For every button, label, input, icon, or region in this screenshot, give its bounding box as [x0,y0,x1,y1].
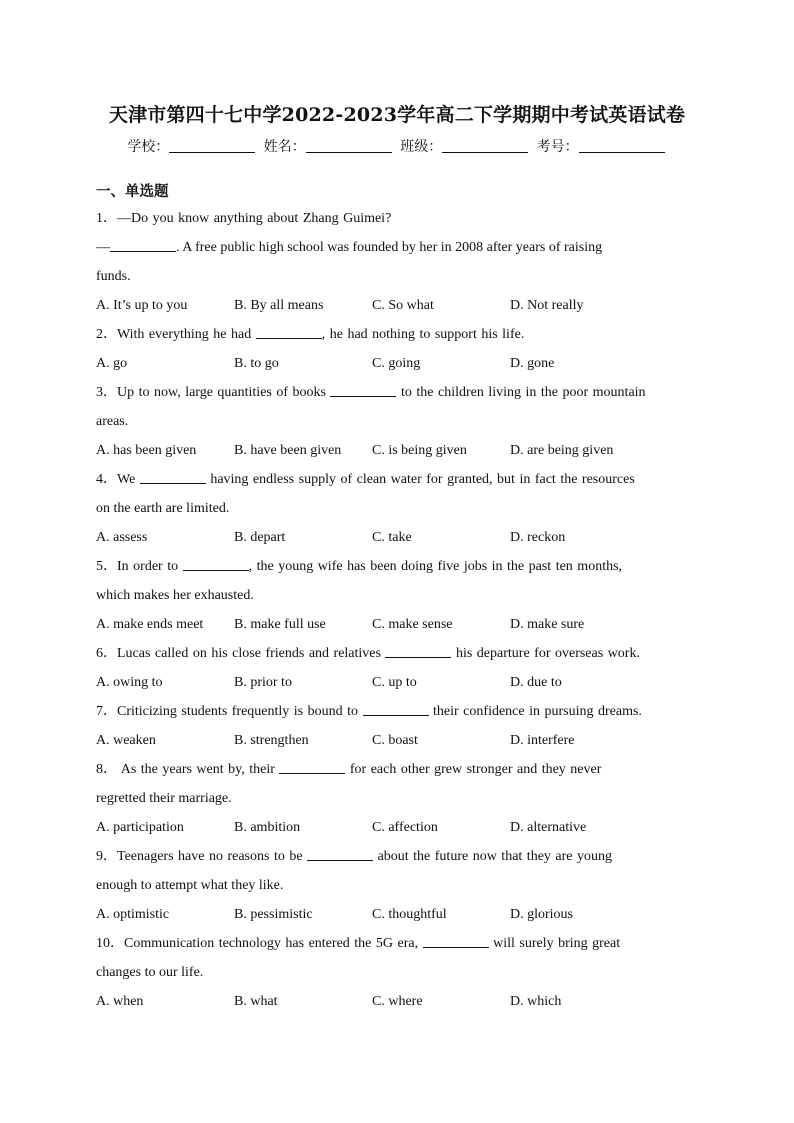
option-b[interactable]: B. to go [234,356,279,371]
option-c[interactable]: C. So what [372,298,434,313]
option-d[interactable]: D. glorious [510,907,573,922]
question-stem: 10．Communication technology has entered the 5G era, will surely bring great [96,936,621,951]
options-row [96,523,694,552]
question-9 [96,842,694,929]
info-field-name: 姓名： [264,139,394,155]
info-field-exam-number: 考号： [537,139,667,155]
options-row [96,349,694,378]
question-stem: 1．—Do you know anything about Zhang Guimei? [96,211,392,226]
options-row [96,291,694,320]
option-a[interactable]: A. go [96,356,128,371]
options-row [96,610,694,639]
option-d[interactable]: D. due to [510,675,562,690]
question-stem-continued: — . A free public high school was founded by her in 2008 after years of raising [96,240,603,255]
question-6 [96,639,694,697]
option-a[interactable]: A. owing to [96,675,163,690]
option-d[interactable]: D. interfere [510,733,575,748]
answer-blank[interactable] [279,773,345,774]
answer-blank[interactable] [140,483,206,484]
option-a[interactable]: A. make ends meet [96,617,204,632]
option-c[interactable]: C. take [372,530,412,545]
question-7 [96,697,694,755]
question-stem: 9．Teenagers have no reasons to be about the future now that they are young [96,849,612,864]
option-c[interactable]: C. boast [372,733,418,748]
class-blank[interactable] [442,152,528,153]
option-a[interactable]: A. participation [96,820,184,835]
option-c[interactable]: C. up to [372,675,417,690]
question-4 [96,465,694,552]
exam-title: 天津市第四十七中学2022-2023学年高二下学期期中考试英语试卷 [108,104,686,126]
question-section [96,180,694,1016]
info-field-class: 班级： [400,139,530,155]
option-c[interactable]: C. thoughtful [372,907,447,922]
option-a[interactable]: A. has been given [96,443,197,458]
answer-blank[interactable] [385,657,451,658]
student-info-line [0,136,794,156]
option-b[interactable]: B. ambition [234,820,301,835]
option-a[interactable]: A. It’s up to you [96,298,188,313]
exam-number-blank[interactable] [579,152,665,153]
question-stem-continued: changes to our life. [96,965,204,980]
options-row [96,813,694,842]
question-stem-continued: regretted their marriage. [96,791,232,806]
question-stem-continued: enough to attempt what they like. [96,878,284,893]
option-b[interactable]: B. By all means [234,298,324,313]
info-field-school: 学校： [127,139,257,155]
question-stem-continued: funds. [96,269,131,284]
question-1 [96,204,694,320]
options-row [96,726,694,755]
option-b[interactable]: B. prior to [234,675,292,690]
question-3 [96,378,694,465]
option-b[interactable]: B. strengthen [234,733,309,748]
question-stem-continued: which makes her exhausted. [96,588,254,603]
option-d[interactable]: D. are being given [510,443,614,458]
option-c[interactable]: C. make sense [372,617,453,632]
section-title: 一、单选题 [96,184,169,200]
question-stem: 7．Criticizing students frequently is bound to their confidence in pursuing dreams. [96,704,642,719]
option-d[interactable]: D. reckon [510,530,566,545]
options-row [96,987,694,1016]
option-c[interactable]: C. affection [372,820,438,835]
options-row [96,436,694,465]
option-a[interactable]: A. when [96,994,144,1009]
option-b[interactable]: B. pessimistic [234,907,313,922]
option-d[interactable]: D. gone [510,356,555,371]
question-stem: 3．Up to now, large quantities of books to the children living in the poor mountain [96,385,646,400]
question-stem: 8． As the years went by, their for each other grew stronger and they never [96,762,602,777]
question-2 [96,320,694,378]
question-stem: 6．Lucas called on his close friends and relatives his departure for overseas work. [96,646,640,661]
answer-blank[interactable] [330,396,396,397]
question-stem-continued: areas. [96,414,129,429]
option-d[interactable]: D. which [510,994,562,1009]
option-c[interactable]: C. is being given [372,443,467,458]
name-blank[interactable] [306,152,392,153]
question-stem-continued: on the earth are limited. [96,501,230,516]
answer-blank[interactable] [363,715,429,716]
question-stem: 4．We having endless supply of clean water for granted, but in fact the resources [96,472,635,487]
question-stem: 5．In order to , the young wife has been doing five jobs in the past ten months, [96,559,623,574]
option-a[interactable]: A. optimistic [96,907,170,922]
question-8 [96,755,694,842]
option-a[interactable]: A. assess [96,530,148,545]
answer-blank[interactable] [256,338,322,339]
option-d[interactable]: D. alternative [510,820,587,835]
question-5 [96,552,694,639]
option-d[interactable]: D. Not really [510,298,584,313]
answer-blank[interactable] [110,251,176,252]
answer-blank[interactable] [183,570,249,571]
question-10 [96,929,694,1016]
option-d[interactable]: D. make sure [510,617,585,632]
answer-blank[interactable] [307,860,373,861]
options-row [96,900,694,929]
option-c[interactable]: C. going [372,356,421,371]
answer-blank[interactable] [423,947,489,948]
option-a[interactable]: A. weaken [96,733,156,748]
option-b[interactable]: B. make full use [234,617,326,632]
option-b[interactable]: B. what [234,994,278,1009]
option-b[interactable]: B. depart [234,530,286,545]
option-c[interactable]: C. where [372,994,423,1009]
options-row [96,668,694,697]
school-blank[interactable] [169,152,255,153]
option-b[interactable]: B. have been given [234,443,342,458]
question-stem: 2．With everything he had , he had nothing to support his life. [96,327,525,342]
